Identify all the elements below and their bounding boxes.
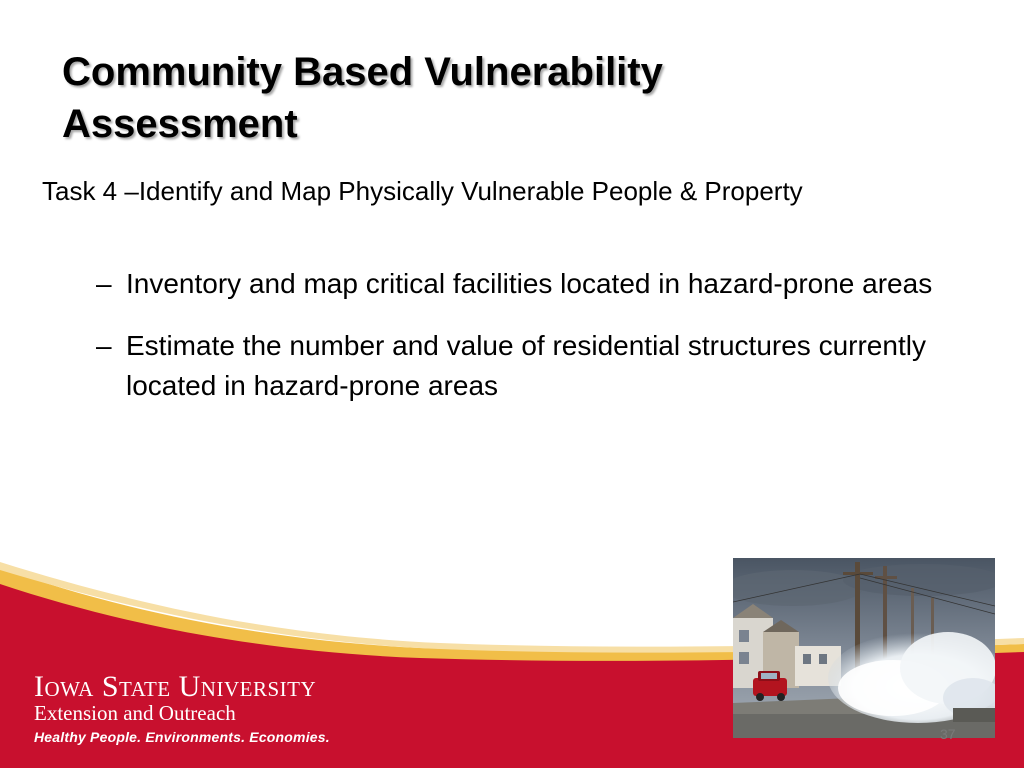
storm-surge-photo	[733, 558, 995, 738]
slide-number: 37	[940, 726, 956, 742]
bullet-text: Inventory and map critical facilities located in hazard-prone areas	[126, 268, 933, 299]
title-line-2: Assessment	[62, 102, 298, 146]
tagline: Healthy People. Environments. Economies.	[34, 729, 330, 745]
division-name: Extension and Outreach	[34, 701, 236, 725]
bullet-text: Estimate the number and value of residential structures currently located in hazard-prone areas	[126, 330, 926, 401]
bullet-item	[96, 264, 976, 304]
university-logo	[34, 671, 316, 725]
task-heading: Task 4 –Identify and Map Physically Vulnerable People & Property	[42, 176, 803, 206]
bullet-dash: –	[96, 330, 112, 361]
bullet-list	[96, 264, 976, 428]
bullet-item	[96, 326, 976, 406]
university-name: Iowa State University	[34, 670, 317, 703]
slide-title	[62, 46, 862, 150]
bullet-dash: –	[96, 268, 112, 299]
title-line-1: Community Based Vulnerability	[62, 50, 663, 94]
